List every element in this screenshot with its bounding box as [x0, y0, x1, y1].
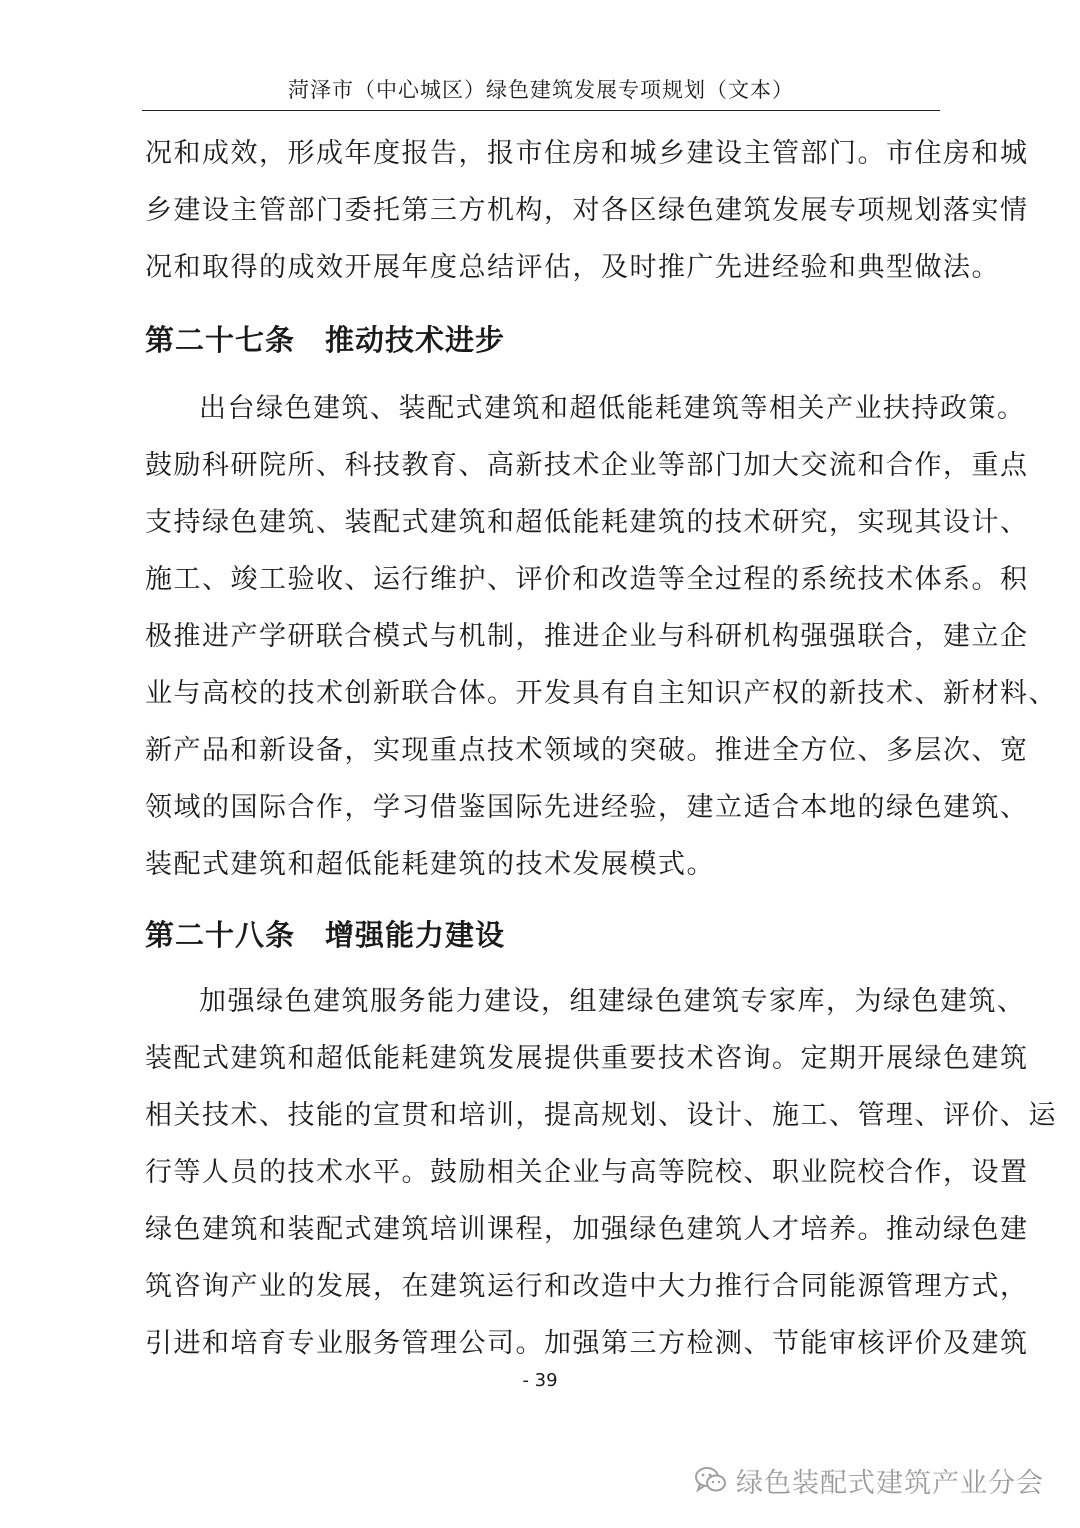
watermark-text: 绿色装配式建筑产业分会 [736, 1467, 1044, 1499]
text-line: 支持绿色建筑、装配式建筑和超低能耗建筑的技术研究，实现其设计、 [145, 507, 1029, 538]
header-title: 菏泽市（中心城区）绿色建筑发展专项规划（文本） [288, 78, 794, 102]
text-line: 出台绿色建筑、装配式建筑和超低能耗建筑等相关产业扶持政策。 [199, 393, 1026, 424]
text-line: 筑咨询产业的发展，在建筑运行和改造中大力推行合同能源管理方式， [145, 1271, 1029, 1302]
text-line: 乡建设主管部门委托第三方机构，对各区绿色建筑发展专项规划落实情 [145, 195, 1029, 226]
text-line: 装配式建筑和超低能耗建筑的技术发展模式。 [145, 849, 715, 880]
text-line: 绿色建筑和装配式建筑培训课程，加强绿色建筑人才培养。推动绿色建 [145, 1214, 1029, 1245]
section-27-paragraph [145, 380, 1057, 893]
text-line: 装配式建筑和超低能耗建筑发展提供重要技术咨询。定期开展绿色建筑 [145, 1043, 1029, 1074]
section-title: 增强能力建设 [325, 918, 506, 952]
text-line: 极推进产学研联合模式与机制，推进企业与科研机构强强联合，建立企 [145, 621, 1029, 652]
wechat-icon [694, 1465, 728, 1495]
section-27-heading [145, 318, 505, 359]
watermark [694, 1460, 1044, 1500]
text-line: 引进和培育专业服务管理公司。加强第三方检测、节能审核评价及建筑 [145, 1328, 1029, 1359]
text-line: 况和成效，形成年度报告，报市住房和城乡建设主管部门。市住房和城 [145, 138, 1029, 169]
section-number: 第二十八条 [145, 918, 296, 952]
text-line: 业与高校的技术创新联合体。开发具有自主知识产权的新技术、新材料、 [145, 678, 1057, 709]
text-line: 鼓励科研院所、科技教育、高新技术企业等部门加大交流和合作，重点 [145, 450, 1029, 481]
text-line: 相关技术、技能的宣贯和培训，提高规划、设计、施工、管理、评价、运 [145, 1100, 1057, 1131]
section-28-paragraph [145, 973, 1057, 1372]
text-line: 行等人员的技术水平。鼓励相关企业与高等院校、职业院校合作，设置 [145, 1157, 1029, 1188]
document-header [142, 74, 940, 111]
text-line: 领域的国际合作，学习借鉴国际先进经验，建立适合本地的绿色建筑、 [145, 792, 1029, 823]
text-line: 况和取得的成效开展年度总结评估，及时推广先进经验和典型做法。 [145, 252, 1000, 283]
section-28-heading [145, 913, 505, 954]
text-line: 加强绿色建筑服务能力建设，组建绿色建筑专家库，为绿色建筑、 [199, 986, 1026, 1017]
section-title: 推动技术进步 [325, 323, 506, 357]
intro-paragraph [145, 125, 1029, 296]
section-number: 第二十七条 [145, 323, 296, 357]
text-line: 施工、竣工验收、运行维护、评价和改造等全过程的系统技术体系。积 [145, 564, 1029, 595]
text-line: 新产品和新设备，实现重点技术领域的突破。推进全方位、多层次、宽 [145, 735, 1029, 766]
page-number: - 39 [522, 1370, 558, 1391]
